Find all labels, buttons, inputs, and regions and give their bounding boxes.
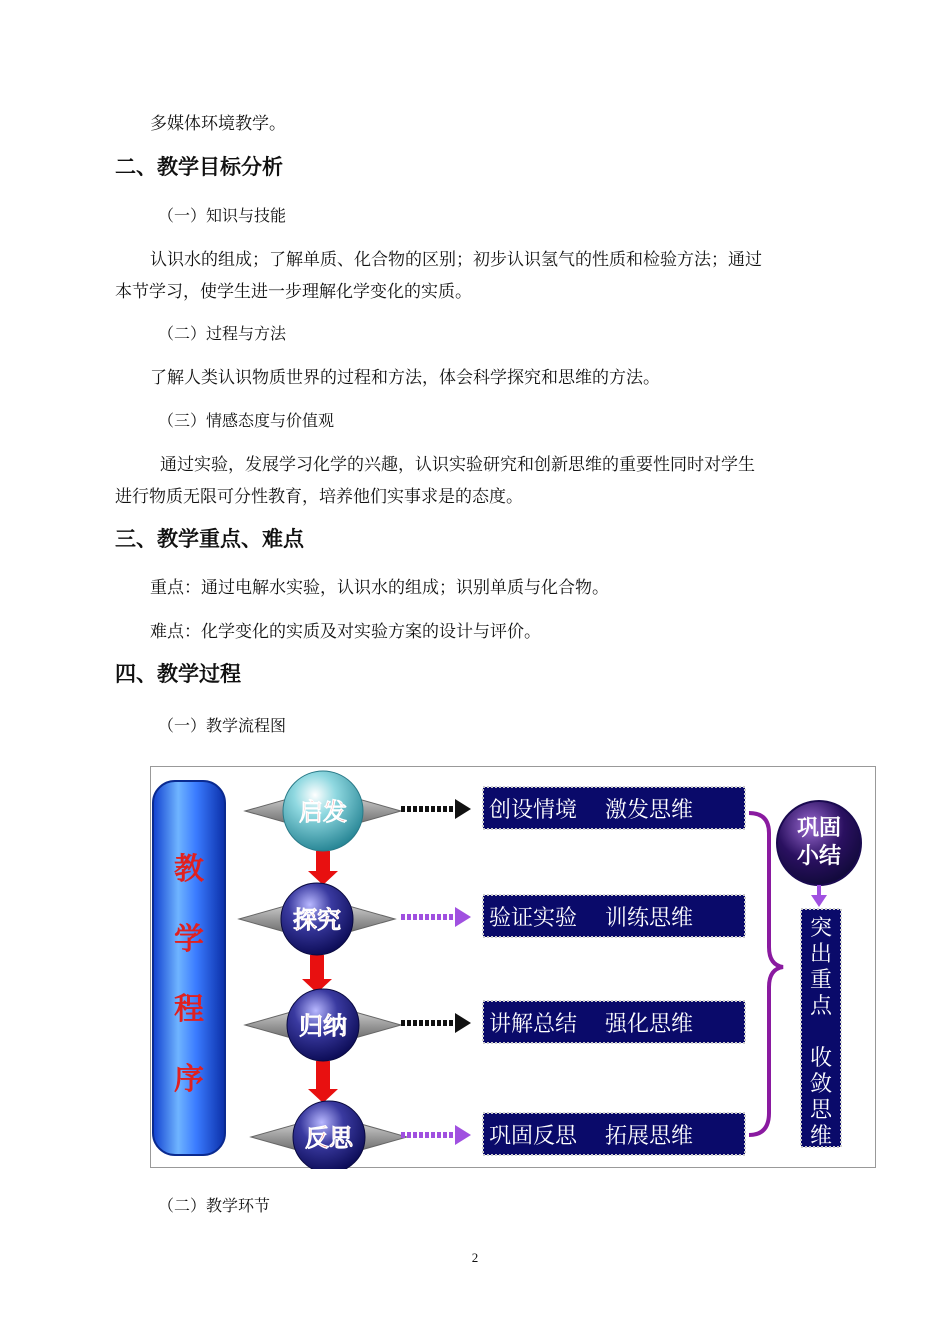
stage-box-text: 验证实验 训练思维	[489, 906, 693, 931]
teaching-flowchart	[150, 766, 876, 1168]
key-point-text: 重点：通过电解水实验，认识水的组成；识别单质与化合物。	[150, 578, 609, 598]
difficult-point-text: 难点：化学变化的实质及对实验方案的设计与评价。	[150, 622, 541, 642]
stage-arrow-head	[455, 1013, 471, 1033]
stage-label: 归纳	[299, 1011, 347, 1040]
pillar-char: 程	[174, 992, 204, 1027]
heading-process: 四、教学过程	[115, 661, 241, 686]
pillar-char: 学	[174, 922, 204, 957]
page-number: 2	[471, 1250, 479, 1265]
down-arrow-shaft	[316, 1061, 330, 1089]
stage-box-text: 创设情境 激发思维	[489, 798, 693, 823]
stage-arrow-head	[455, 1125, 471, 1145]
stage-label: 反思	[305, 1123, 353, 1152]
stage-label: 启发	[299, 797, 347, 826]
vertical-box-char: 收	[809, 1046, 833, 1071]
knowledge-text-line2: 本节学习，使学生进一步理解化学变化的实质。	[115, 282, 472, 302]
pillar-char: 序	[174, 1062, 204, 1097]
subheading-process: （二）过程与方法	[158, 324, 287, 343]
process-text: 了解人类认识物质世界的过程和方法，体会科学探究和思维的方法。	[150, 368, 660, 388]
subheading-knowledge: （一）知识与技能	[158, 206, 287, 225]
vertical-box-char: 突	[809, 916, 833, 941]
knowledge-text-line1: 认识水的组成；了解单质、化合物的区别；初步认识氢气的性质和检验方法；通过	[150, 250, 762, 270]
heading-keypoints: 三、教学重点、难点	[115, 526, 304, 551]
emotion-text-line1: 通过实验，发展学习化学的兴趣，认识实验研究和创新思维的重要性同时对学生	[160, 455, 755, 475]
vertical-box-char: 思	[809, 1098, 833, 1123]
pillar-char: 教	[174, 852, 204, 887]
stage-box-text: 巩固反思 拓展思维	[489, 1124, 693, 1149]
heading-objectives: 二、教学目标分析	[115, 154, 283, 179]
subheading-flowchart: （一）教学流程图	[158, 716, 287, 735]
summary-down-arrow-head	[811, 895, 827, 907]
summary-circle-line2: 小结	[796, 843, 842, 869]
down-arrow-shaft	[310, 955, 324, 979]
stage-arrow-head	[455, 907, 471, 927]
vertical-box-char: 出	[809, 942, 833, 967]
vertical-box-char: 维	[809, 1124, 833, 1149]
multimedia-text: 多媒体环境教学。	[150, 114, 286, 134]
stage-box-text: 讲解总结 强化思维	[489, 1012, 693, 1037]
vertical-box-char: 敛	[809, 1072, 833, 1097]
teaching-procedure-pillar	[153, 781, 225, 1155]
emotion-text-line2: 进行物质无限可分性教育，培养他们实事求是的态度。	[115, 487, 523, 507]
subheading-teaching-steps: （二）教学环节	[158, 1196, 271, 1215]
purple-bracket	[749, 813, 783, 1135]
vertical-box-char: 点	[809, 994, 833, 1019]
stage-arrow-head	[455, 799, 471, 819]
flowchart-svg	[151, 767, 877, 1169]
stage-label: 探究	[293, 905, 341, 934]
down-arrow-shaft	[316, 851, 330, 871]
subheading-emotion: （三）情感态度与价值观	[158, 411, 335, 430]
summary-circle-line1: 巩固	[796, 815, 842, 841]
vertical-box-char: 重	[809, 968, 833, 993]
